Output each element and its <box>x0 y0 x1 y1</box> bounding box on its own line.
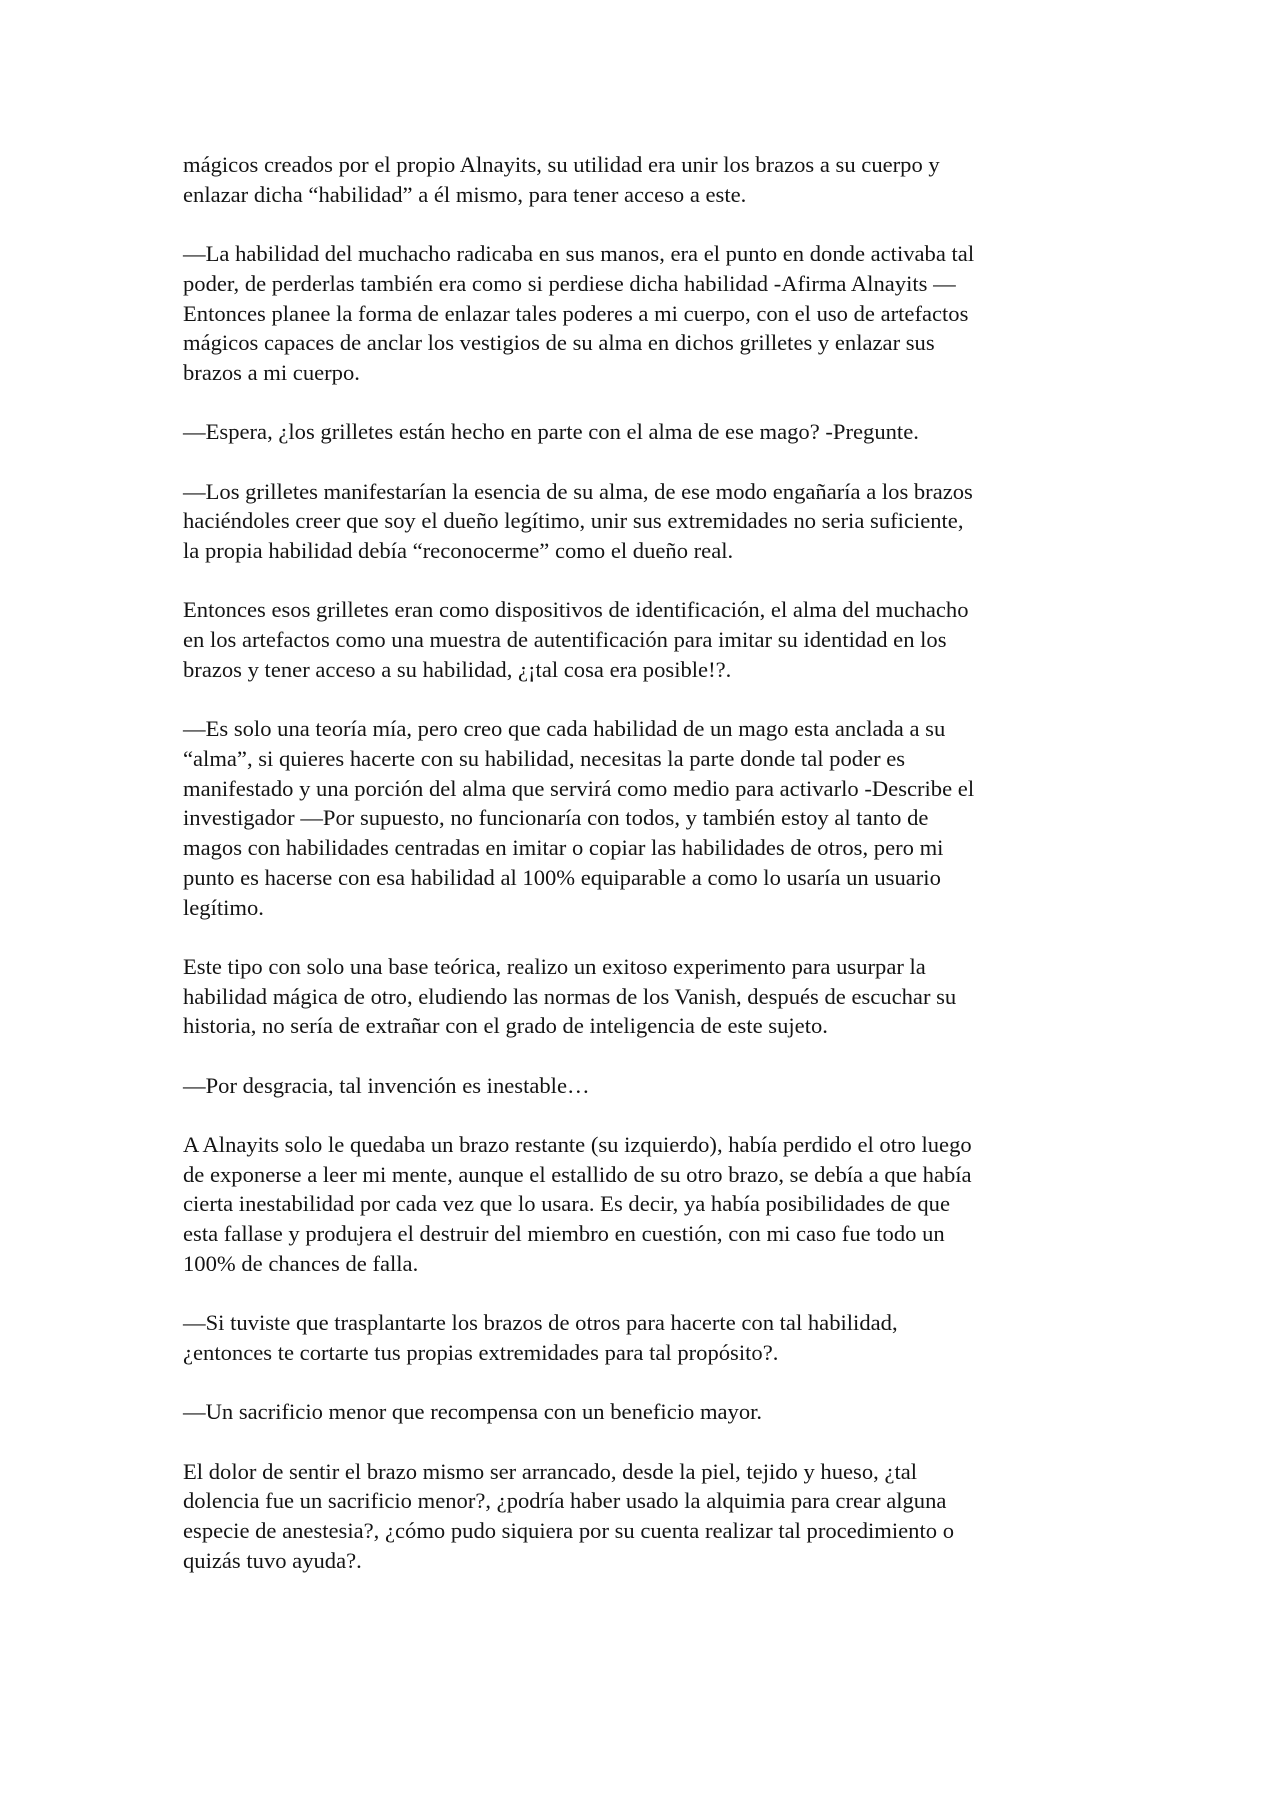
text-line: en los artefactos como una muestra de autentificación para imitar su identidad en los <box>183 627 947 653</box>
paragraph <box>183 417 1093 447</box>
text-line: haciéndoles creer que soy el dueño legítimo, unir sus extremidades no seria suficiente, <box>183 508 964 534</box>
text-line: “alma”, si quieres hacerte con su habilidad, necesitas la parte donde tal poder es <box>183 745 906 771</box>
text-line: habilidad mágica de otro, eludiendo las normas de los Vanish, después de escuchar su <box>183 983 957 1009</box>
text-line: mágicos creados por el propio Alnayits, su utilidad era unir los brazos a su cuerpo y <box>183 152 940 177</box>
text-line: historia, no sería de extrañar con el grado de inteligencia de este sujeto. <box>183 1013 828 1039</box>
paragraph <box>183 1130 1093 1279</box>
text-line: —Es solo una teoría mía, pero creo que cada habilidad de un mago esta anclada a su <box>183 716 946 742</box>
text-line: enlazar dicha “habilidad” a él mismo, para tener acceso a este. <box>183 181 747 207</box>
paragraph <box>183 595 1093 684</box>
paragraph <box>183 1397 1093 1427</box>
paragraph <box>183 150 1093 209</box>
paragraph <box>183 1457 1093 1576</box>
paragraph <box>183 714 1093 922</box>
text-line: poder, de perderlas también era como si perdiese dicha habilidad -Afirma Alnayits — <box>183 270 956 296</box>
text-line: punto es hacerse con esa habilidad al 100% equiparable a como lo usaría un usuario <box>183 864 941 890</box>
text-line: Este tipo con solo una base teórica, realizo un exitoso experimento para usurpar la <box>183 953 926 979</box>
text-line: Entonces esos grilletes eran como dispositivos de identificación, el alma del muchacho <box>183 597 969 623</box>
text-line: investigador —Por supuesto, no funcionaría con todos, y también estoy al tanto de <box>183 805 929 831</box>
text-line: A Alnayits solo le quedaba un brazo restante (su izquierdo), había perdido el otro luego <box>183 1132 972 1158</box>
text-line: de exponerse a leer mi mente, aunque el estallido de su otro brazo, se debía a que había <box>183 1161 972 1187</box>
paragraph <box>183 239 1093 388</box>
text-line: —Espera, ¿los grilletes están hecho en parte con el alma de ese mago? -Pregunte. <box>183 419 919 445</box>
text-line: brazos y tener acceso a su habilidad, ¿¡tal cosa era posible!?. <box>183 656 732 682</box>
text-line: El dolor de sentir el brazo mismo ser arrancado, desde la piel, tejido y hueso, ¿tal <box>183 1458 918 1484</box>
text-line: Entonces planee la forma de enlazar tales poderes a mi cuerpo, con el uso de artefactos <box>183 300 969 326</box>
text-line: la propia habilidad debía “reconocerme” como el dueño real. <box>183 538 734 564</box>
text-line: dolencia fue un sacrificio menor?, ¿podría haber usado la alquimia para crear alguna <box>183 1488 947 1514</box>
paragraph <box>183 952 1093 1041</box>
text-line: quizás tuvo ayuda?. <box>183 1547 362 1573</box>
document-page <box>183 150 1093 1605</box>
text-line: —Por desgracia, tal invención es inestable… <box>183 1072 590 1098</box>
text-line: legítimo. <box>183 894 264 920</box>
text-line: brazos a mi cuerpo. <box>183 359 360 385</box>
text-line: especie de anestesia?, ¿cómo pudo siquiera por su cuenta realizar tal procedimiento o <box>183 1518 955 1544</box>
text-line: —Los grilletes manifestarían la esencia de su alma, de ese modo engañaría a los brazos <box>183 478 973 504</box>
text-line: ¿entonces te cortarte tus propias extremidades para tal propósito?. <box>183 1339 779 1365</box>
text-line: cierta inestabilidad por cada vez que lo usara. Es decir, ya había posibilidades de que <box>183 1191 950 1217</box>
text-line: mágicos capaces de anclar los vestigios de su alma en dichos grilletes y enlazar sus <box>183 330 935 356</box>
paragraph <box>183 1071 1093 1101</box>
paragraph <box>183 477 1093 566</box>
paragraph <box>183 1308 1093 1367</box>
text-line: —Si tuviste que trasplantarte los brazos de otros para hacerte con tal habilidad, <box>183 1310 898 1336</box>
text-line: —La habilidad del muchacho radicaba en sus manos, era el punto en donde activaba tal <box>183 241 975 267</box>
text-line: 100% de chances de falla. <box>183 1250 419 1276</box>
text-line: manifestado y una porción del alma que servirá como medio para activarlo -Describe el <box>183 775 975 801</box>
text-line: esta fallase y produjera el destruir del miembro en cuestión, con mi caso fue todo un <box>183 1221 945 1247</box>
text-line: magos con habilidades centradas en imitar o copiar las habilidades de otros, pero mi <box>183 835 944 861</box>
text-line: —Un sacrificio menor que recompensa con un beneficio mayor. <box>183 1399 763 1425</box>
